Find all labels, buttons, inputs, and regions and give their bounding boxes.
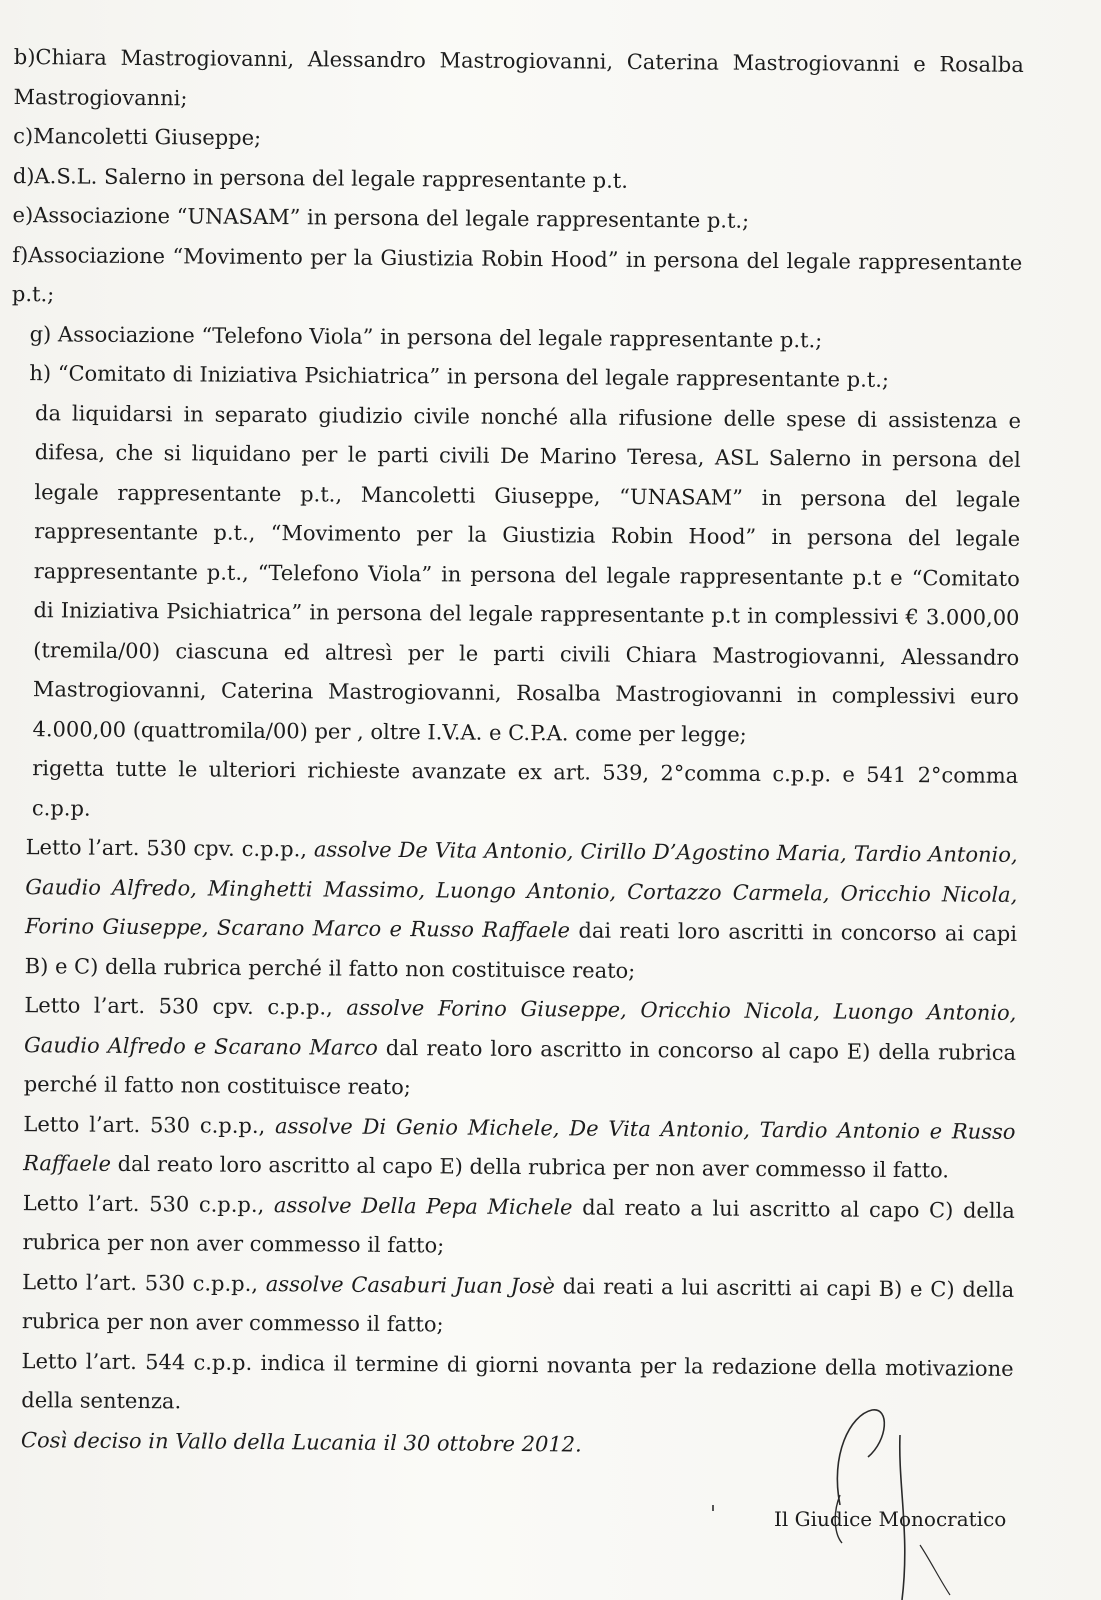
acquittal-paragraph-3 bbox=[5, 1104, 1016, 1191]
document-body bbox=[3, 38, 1024, 1468]
acquittal-suffix: dai reati a lui ascritti ai capi B) e C) della rubrica per non aver commesso il fatto; bbox=[21, 1273, 1015, 1337]
acquittal-names: assolve De Vita Antonio, Cirillo D’Agostino Maria, Tardio Antonio, Gaudio Alfredo, Minghetti Massimo, Luongo Antonio, Cortazzo Carmela, Oricchio Nicola, Forino Giuseppe, Scarano Marco e Russo Raffaele bbox=[24, 837, 1018, 943]
acquittal-paragraph-2 bbox=[6, 986, 1017, 1112]
acquittal-paragraph-5 bbox=[4, 1262, 1015, 1349]
acquittal-paragraph-4 bbox=[4, 1183, 1015, 1270]
party-item-b: b)Chiara Mastrogiovanni, Alessandro Mastrogiovanni, Caterina Mastrogiovanni e Rosalba Mastrogiovanni; bbox=[13, 44, 1024, 110]
party-item-d: d)A.S.L. Salerno in persona del legale rappresentante p.t. bbox=[12, 163, 629, 193]
acquittal-names: assolve Casaburi Juan Josè bbox=[265, 1271, 555, 1298]
decision-date: Così deciso in Vallo della Lucania il 30 ottobre 2012. bbox=[20, 1427, 582, 1457]
acquittal-suffix: dal reato a lui ascritto al capo C) della rubrica per non aver commesso il fatto; bbox=[22, 1194, 1015, 1258]
rejection-paragraph: rigetta tutte le ulteriori richieste avanzate ex art. 539, 2°comma c.p.p. e 541 2°comma c.p.p. bbox=[31, 756, 1019, 821]
acquittal-names: assolve Di Genio Michele, De Vita Antonio, Tardio Antonio e Russo Raffaele bbox=[23, 1113, 1016, 1176]
acquittal-names: assolve Forino Giuseppe, Oricchio Nicola, Luongo Antonio, Gaudio Alfredo e Scarano Marco bbox=[24, 995, 1017, 1060]
acquittal-prefix: Letto l’art. 530 cpv. c.p.p., bbox=[25, 835, 315, 862]
party-item-h: h) “Comitato di Iniziativa Psichiatrica” in persona del legale rappresentante p.t.; bbox=[29, 361, 890, 392]
acquittal-prefix: Letto l’art. 530 c.p.p., bbox=[23, 1111, 276, 1138]
acquittal-prefix: Letto l’art. 530 c.p.p., bbox=[22, 1269, 266, 1296]
acquittal-paragraph-1 bbox=[7, 828, 1018, 994]
party-item-e: e)Associazione “UNASAM” in persona del legale rappresentante p.t.; bbox=[12, 202, 750, 233]
judge-title: Il Giudice Monocratico bbox=[774, 1507, 1007, 1531]
acquittal-prefix: Letto l’art. 530 c.p.p., bbox=[22, 1190, 275, 1217]
acquittal-suffix: dal reato loro ascritto al capo E) della rubrica per non aver commesso il fatto. bbox=[110, 1151, 950, 1183]
ink-mark bbox=[712, 1505, 714, 1511]
acquittal-suffix: dai reati loro ascritti in concorso ai capi B) e C) della rubrica perché il fatto non costituisce reato; bbox=[24, 918, 1018, 983]
liquidation-paragraph: da liquidarsi in separato giudizio civile nonché alla rifusione delle spese di assistenza e difesa, che si liquidano per le parti civili De Marino Teresa, ASL Salerno in persona del legale rappresentante p.t., Mancoletti Giuseppe, “UNASAM” in persona del legale rappresentante p.t., “Movimento per la Giustizia Robin Hood” in persona del legale rappresentante p.t., “Telefono Viola” in persona del legale rappresentante p.t e “Comitato di Iniziativa Psichiatrica” in persona del legale rappresentante p.t in complessivi € 3.000,00 (tremila/00) ciascuna ed altresì per le parti civili Chiara Mastrogiovanni, Alessandro Mastrogiovanni, Caterina Mastrogiovanni, Rosalba Mastrogiovanni in complessivi euro 4.000,00 (quattromila/00) per , oltre I.V.A. e C.P.A. come per legge; bbox=[32, 400, 1022, 747]
party-item-c: c)Mancoletti Giuseppe; bbox=[13, 123, 262, 150]
acquittal-prefix: Letto l’art. 530 cpv. c.p.p., bbox=[24, 993, 347, 1020]
acquittal-suffix: dal reato loro ascritto in concorso al capo E) della rubrica perché il fatto non costituisce reato; bbox=[23, 1035, 1017, 1100]
judge-signature bbox=[780, 1395, 980, 1600]
term-paragraph: Letto l’art. 544 c.p.p. indica il termine di giorni novanta per la redazione della motivazione della sentenza. bbox=[21, 1348, 1014, 1414]
party-item-g: g) Associazione “Telefono Viola” in persona del legale rappresentante p.t.; bbox=[29, 321, 823, 352]
party-item-f: f)Associazione “Movimento per la Giustizia Robin Hood” in persona del legale rappresentante p.t.; bbox=[11, 242, 1023, 307]
acquittal-names: assolve Della Pepa Michele bbox=[273, 1192, 573, 1219]
